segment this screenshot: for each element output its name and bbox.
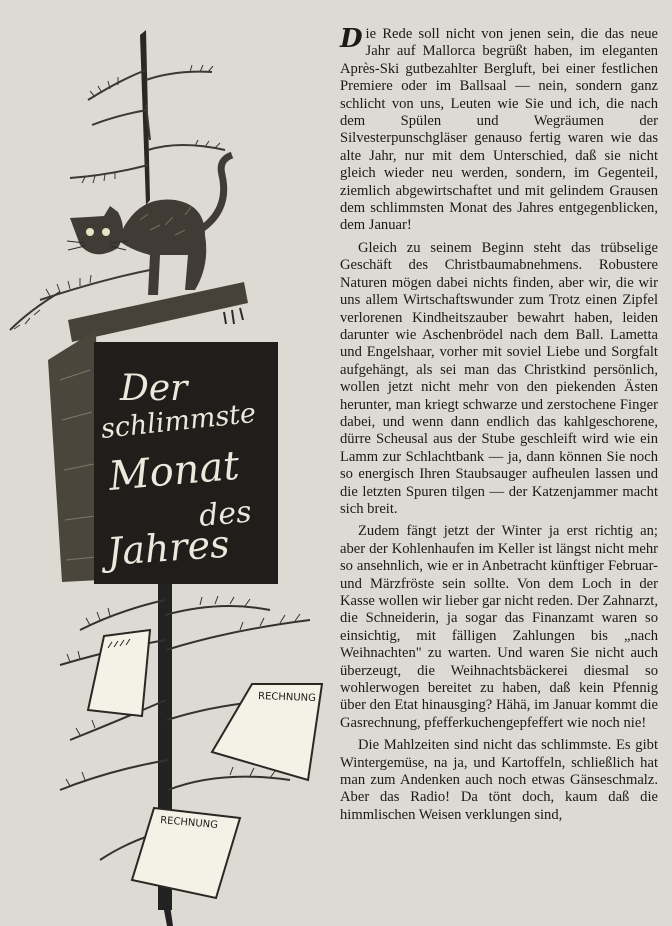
roof-shingles (224, 308, 243, 324)
article-paragraph-4: Die Mahlzeiten sind nicht das schlimmste. Es gibt Wintergemüse, na ja, und Kartoffeln, schließlich hat man zum Andenken auch noch etwas Gänseschmalz. Aber das Radio! Da tönt doch, kaum daß die himmlischen Weisen verklungen sind, (340, 737, 658, 823)
article-paragraph-2: Gleich zu seinem Beginn steht das trübselige Geschäft des Christbaumabnehmens. Robustere Naturen mögen dabei nichts finden, aber wir, die wir uns allem Wirtschaftswunder zum Trotz einen Zipfel verlorenen Kindheitszauber bewahrt haben, leiden darunter wie Aschenbrödel nach dem Ball. Lametta und Engelshaar, vorher mit soviel Liebe und Sorgfalt aufgehängt, als sei man das Christkind persönlich, wollen jetzt nicht mehr von den piekenden Ästen herunter, man kriegt schwarze und zerstochene Finger dabei, und wenn dann endlich das kahlgeschorene, dürre Scheusal aus der Stube geschleift wird wie ein Lamm zur Schlachtbank — ja, dann können Sie noch so energisch Ihren Staubsauger aufheulen lassen und die letzten Spuren tilgen — der Katzenjammer macht sich breit. (340, 239, 658, 517)
birdhouse-side (48, 330, 100, 582)
article-paragraph-3: Zudem fängt jetzt der Winter ja erst richtig an; aber der Kohlenhaufen im Keller ist längst nicht mehr so ansehnlich, wie er in Anbetracht künftiger Februar- und Märzfröste sein sollte. Von dem Loch in der Kasse wollen wir lieber gar nicht reden. Der Zahnarzt, die Schneiderin, ja sogar das Finanzamt waren so einsichtig, mit fälligen Zahlungen bis „nach Weihnachten" zu warten. Und waren Sie nicht auch überzeugt, die Weihnachtsbäckerei diesmal so wohlerwogen bereitet zu haben, daß kein Pfennig über den Etat hinausging? Hähä, im Januar kommt die Gasrechnung, pfefferkuchengepfeffert wie noch nie! (340, 523, 658, 731)
article-column (340, 26, 658, 829)
sign-line-2: schlimmste (99, 397, 258, 445)
sign-line-5: Jahres (105, 521, 231, 574)
paper-left (88, 630, 150, 716)
tree-top-trunk (140, 30, 150, 205)
paragraph-1-text: ie Rede soll nicht von jenen sein, die das neue Jahr auf Mallorca begrüßt haben, im eleganten Après-Ski gutbezahlter Bergluft, bei einer festlichen Premiere oder im Ballsaal — nein, sondern ganz schlicht von uns, Leuten wie Sie und ich, die nach dem Spülen und Wegräumen der Silvesterpunschgläser genauso fertig waren wie das alte Jahr, nur mit dem Unterschied, daß sie nicht gleich wieder neu werden, sondern, im Gegenteil, ziemlich abgewirtschaftet und mit gelindem Grausen dem schlimmsten Monat des Jahres entgegenblicken, dem Januar! (340, 26, 658, 234)
sign-line-4: des (197, 494, 253, 534)
paper-bottom (132, 808, 240, 898)
paper-bottom-label: RECHNUNG (159, 815, 219, 832)
dropcap: D (340, 24, 363, 54)
article-paragraph-1 (340, 26, 658, 235)
paper-right-label: RECHNUNG (257, 691, 317, 705)
sign-line-3: Monat (106, 442, 242, 500)
upper-needles (82, 65, 220, 183)
paper-right (212, 684, 322, 780)
sign-line-1: Der (120, 368, 188, 409)
